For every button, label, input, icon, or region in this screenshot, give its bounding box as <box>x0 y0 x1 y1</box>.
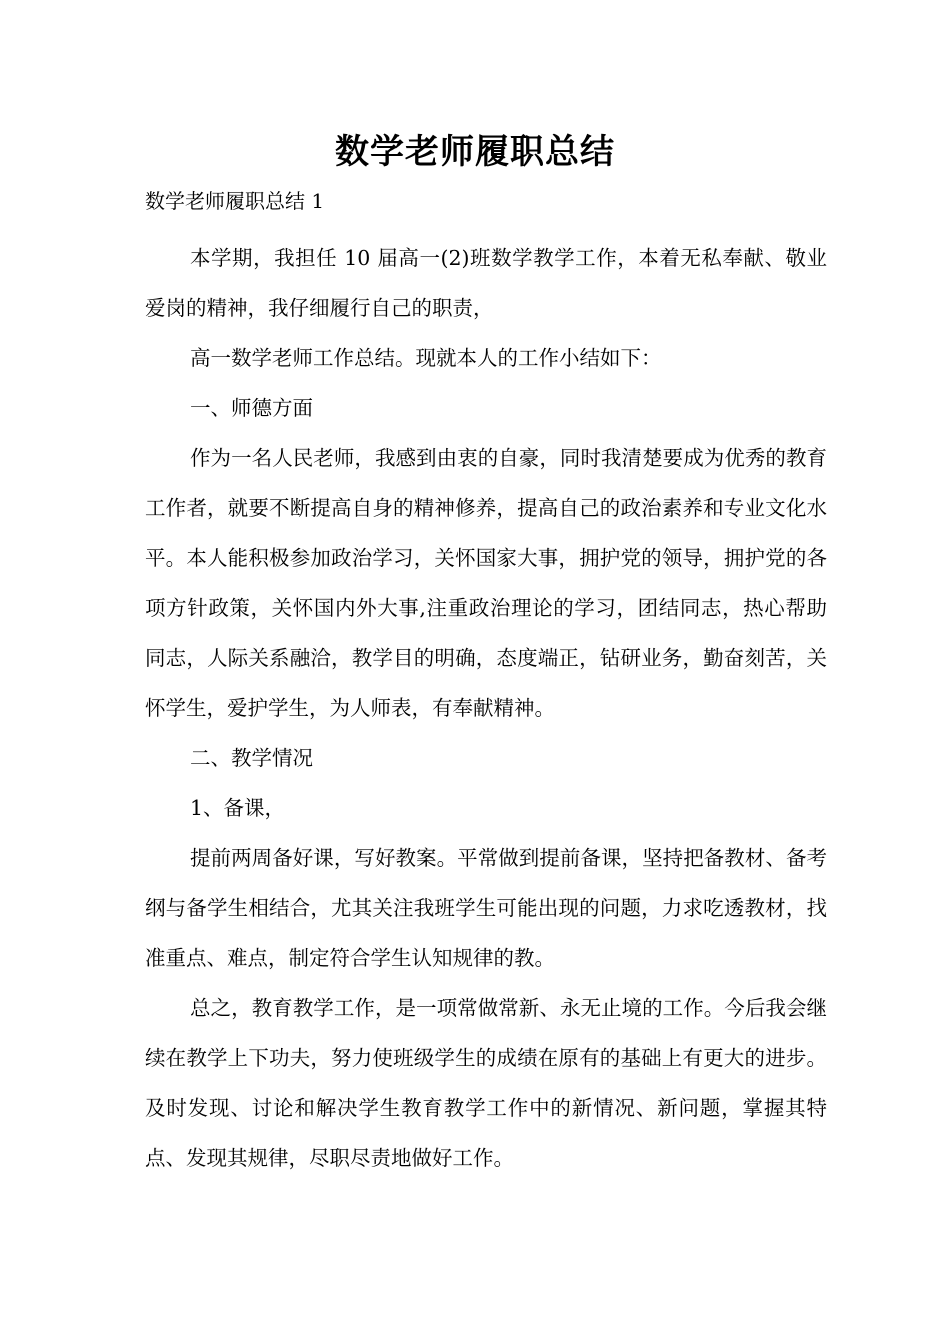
section-heading: 二、教学情况 <box>190 746 313 770</box>
paragraph: 总之，教育教学工作，是一项常做常新、永无止境的工作。今后我会继续在教学上下功夫，努力使班级学生的成绩在原有的基础上有更大的进步。及时发现、讨论和解决学生教育教学工作中的新情况、新问题，掌握其特点、发现其规律，尽职尽责地做好工作。 <box>145 996 827 1170</box>
section-heading: 一、师德方面 <box>190 396 313 420</box>
subsection-heading: 1、备课， <box>190 796 286 820</box>
document-title: 数学老师履职总结 <box>335 132 615 172</box>
paragraph: 高一数学老师工作总结。现就本人的工作小结如下： <box>190 346 662 370</box>
paragraph: 提前两周备好课，写好教案。平常做到提前备课，坚持把备教材、备考纲与备学生相结合，尤其关注我班学生可能出现的问题，力求吃透教材，找准重点、难点，制定符合学生认知规律的教。 <box>145 846 827 970</box>
document-body <box>145 233 827 1183</box>
document-subtitle: 数学老师履职总结 1 <box>145 189 325 213</box>
paragraph: 作为一名人民老师，我感到由衷的自豪，同时我清楚要成为优秀的教育工作者，就要不断提高自身的精神修养，提高自己的政治素养和专业文化水平。本人能积极参加政治学习，关怀国家大事，拥护党的领导，拥护党的各项方针政策，关怀国内外大事,注重政治理论的学习，团结同志，热心帮助同志，人际关系融洽，教学目的明确，态度端正，钻研业务，勤奋刻苦，关怀学生，爱护学生，为人师表，有奉献精神。 <box>145 446 827 720</box>
paragraph: 本学期，我担任 10 届高一(2)班数学教学工作，本着无私奉献、敬业爱岗的精神，我仔细履行自己的职责， <box>145 246 827 320</box>
